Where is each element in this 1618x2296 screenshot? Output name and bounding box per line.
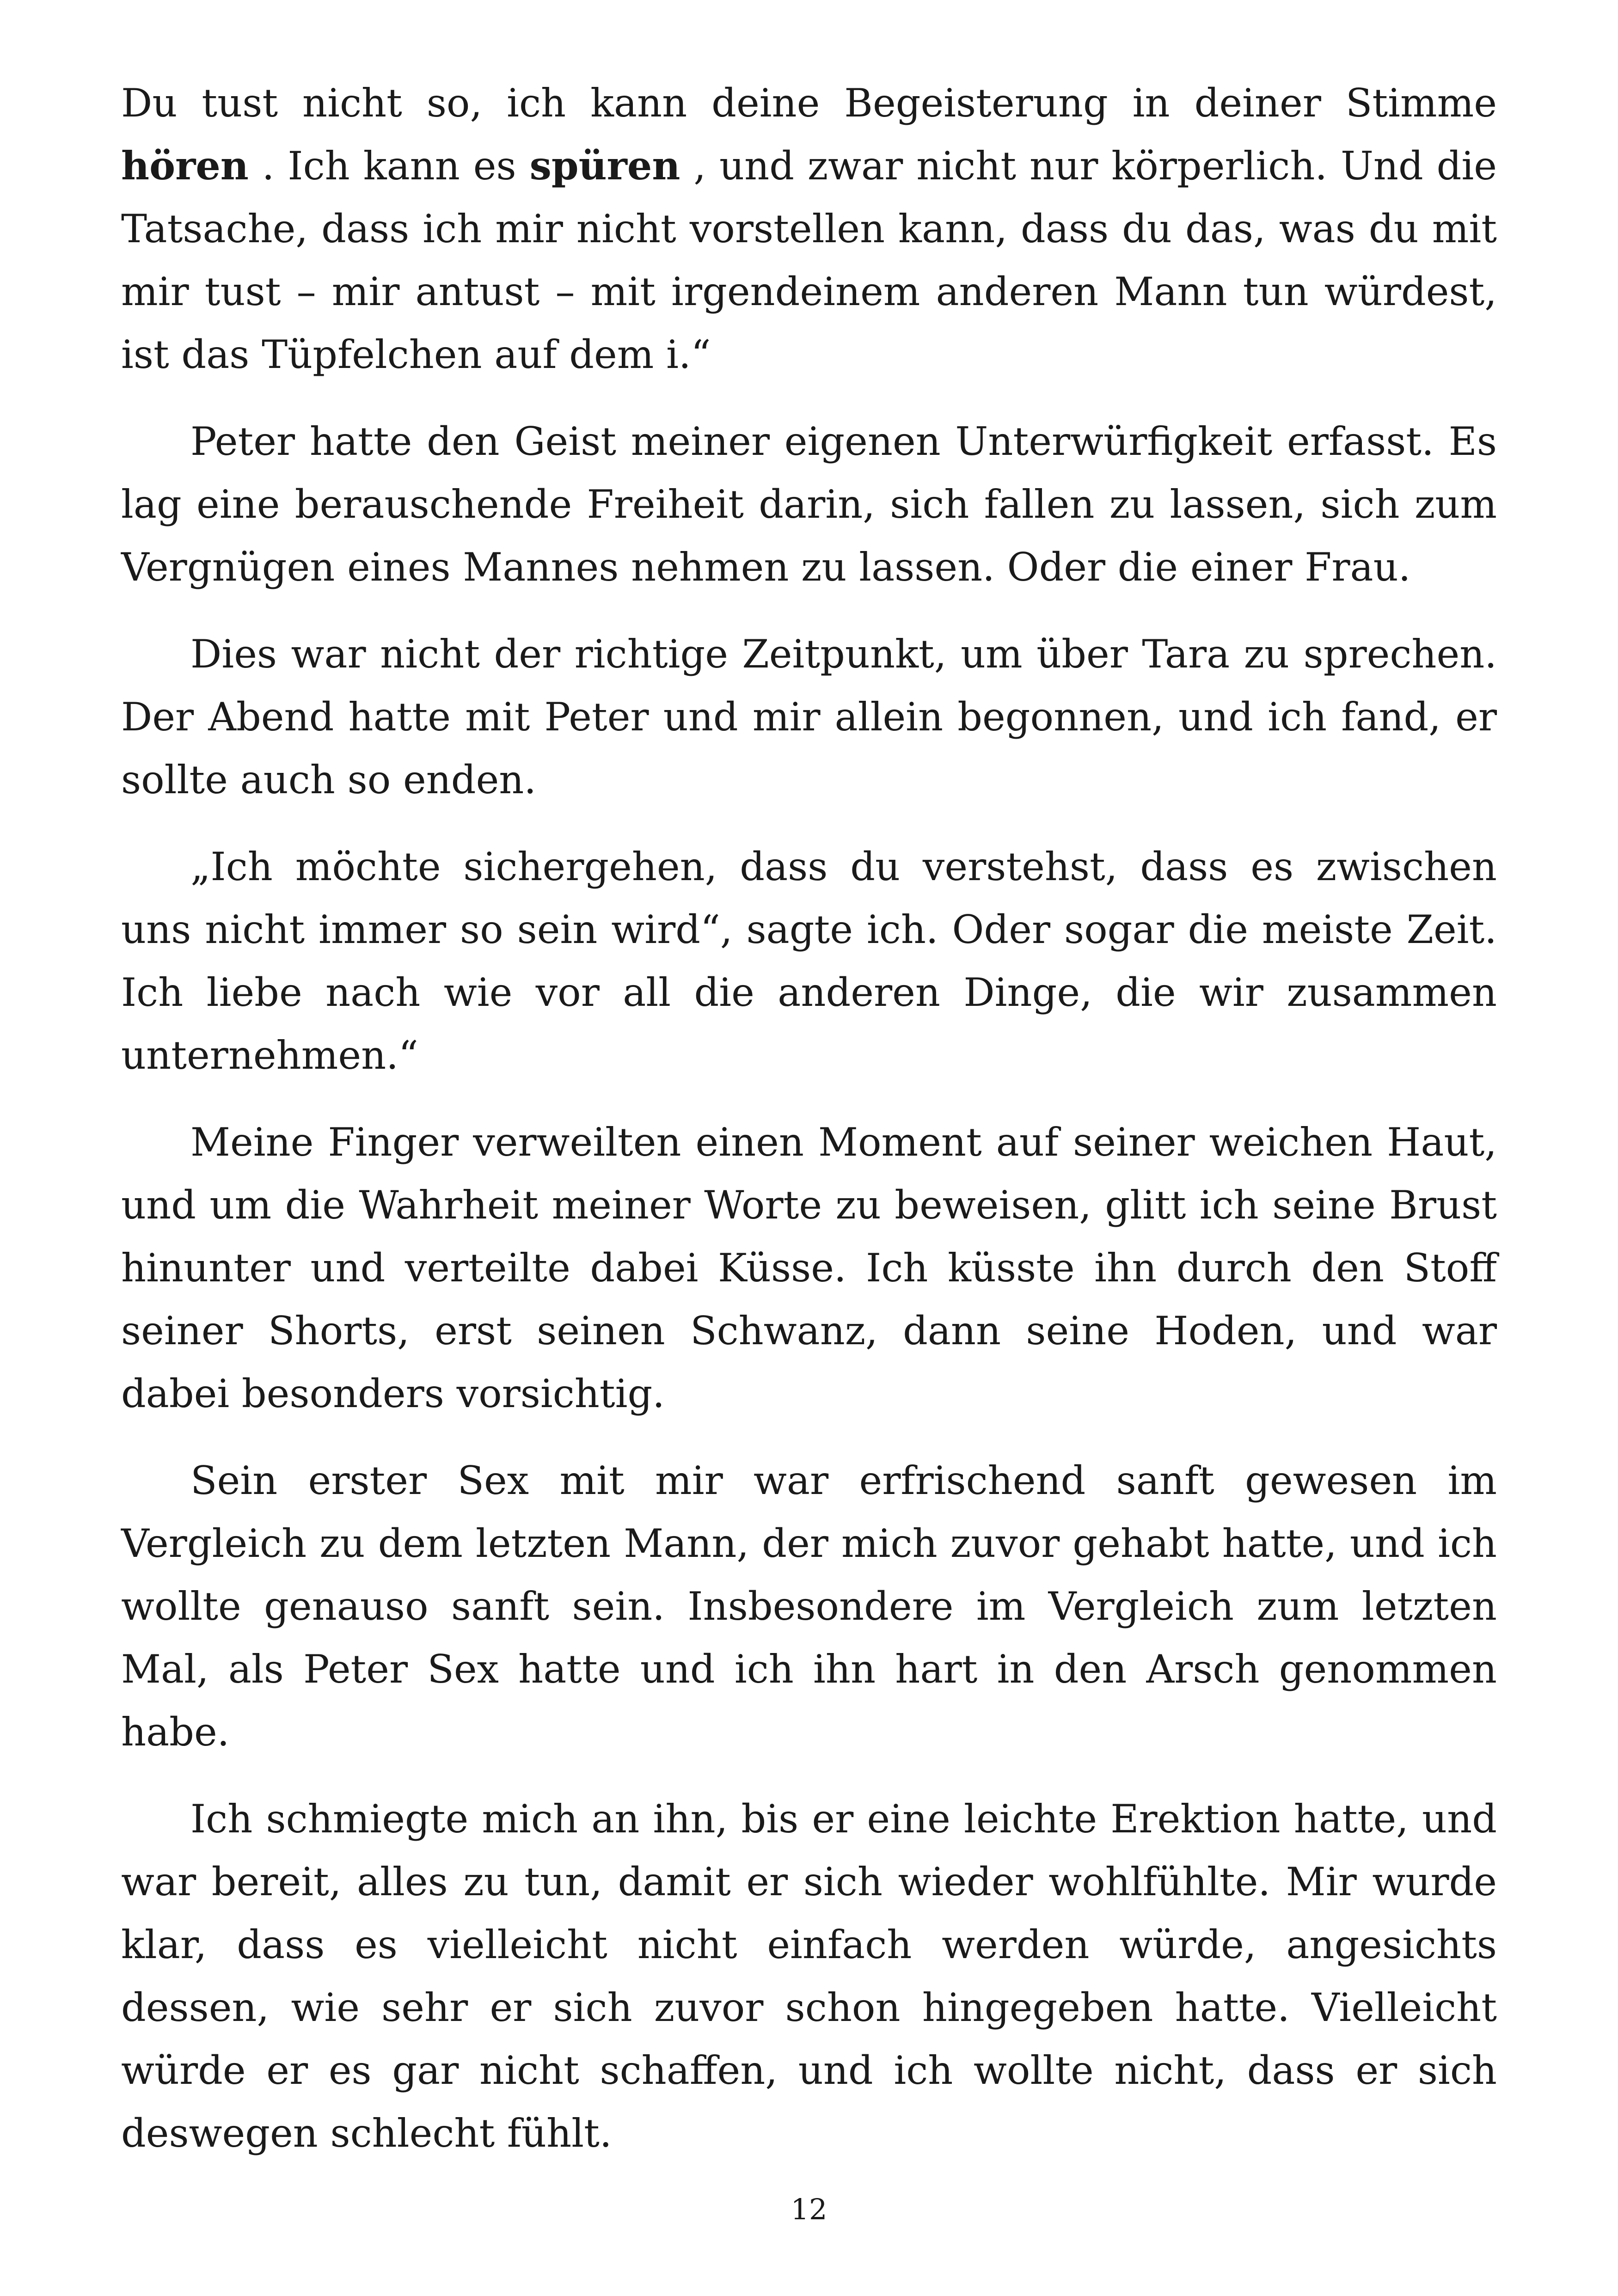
page-number: 12 xyxy=(791,2192,827,2226)
paragraph-4 xyxy=(121,835,1497,1087)
paragraph-5 xyxy=(121,1111,1497,1425)
text-run: Sein erster Sex mit mir war erfrischend sanft gewesen im Vergleich zu dem letzten Mann, der mich zuvor gehabt hatte, und ich wollte genauso sanft sein. Insbesondere im Vergleich zum letzten Mal, als Peter Sex hatte und ich ihn hart in den Arsch genommen habe. xyxy=(121,1458,1497,1755)
paragraph-7 xyxy=(121,1788,1497,2165)
paragraph-2 xyxy=(121,410,1497,599)
text-run: Dies war nicht der richtige Zeitpunkt, um über Tara zu sprechen. Der Abend hatte mit Peter und mir allein begonnen, und ich fand, er sollte auch so enden. xyxy=(121,631,1497,802)
paragraph-1 xyxy=(121,72,1497,386)
text-run: „Ich möchte sichergehen, dass du verstehst, dass es zwischen uns nicht immer so sein wird“, sagte ich. Oder sogar die meiste Zeit. Ich liebe nach wie vor all die anderen Dinge, die wir zusammen unternehmen.“ xyxy=(121,844,1497,1078)
text-run: . Ich kann es xyxy=(248,143,530,189)
emphasis-text: hören xyxy=(121,143,249,189)
paragraph-3 xyxy=(121,623,1497,811)
text-run: Peter hatte den Geist meiner eigenen Unterwürfigkeit erfasst. Es lag eine berauschende Freiheit darin, sich fallen zu lassen, sich zum Vergnügen eines Mannes nehmen zu lassen. Oder die einer Frau. xyxy=(121,419,1497,590)
body-text xyxy=(121,72,1497,2189)
text-run: Ich schmiegte mich an ihn, bis er eine leichte Erektion hatte, und war bereit, alles zu tun, damit er sich wieder wohlfühlte. Mir wurde klar, dass es vielleicht nicht einfach werden würde, angesichts dessen, wie sehr er sich zuvor schon hingegeben hatte. Vielleicht würde er es gar nicht schaffen, und ich wollte nicht, dass er sich deswegen schlecht fühlt. xyxy=(121,1796,1497,2156)
text-run: Meine Finger verweilten einen Moment auf seiner weichen Haut, und um die Wahrheit meiner Worte zu beweisen, glitt ich seine Brust hinunter und verteilte dabei Küsse. Ich küsste ihn durch den Stoff seiner Shorts, erst seinen Schwanz, dann seine Hoden, und war dabei besonders vorsichtig. xyxy=(121,1120,1497,1416)
text-run: , und zwar nicht nur körperlich. Und die Tatsache, dass ich mir nicht vorstellen kann, dass du das, was du mit mir tust – mir antust – mit irgendeinem anderen Mann tun würdest, ist das Tüpfelchen auf dem i.“ xyxy=(121,143,1497,377)
paragraph-6 xyxy=(121,1449,1497,1763)
text-run: Du tust nicht so, ich kann deine Begeisterung in deiner Stimme xyxy=(121,80,1497,126)
emphasis-text: spüren xyxy=(529,143,680,189)
